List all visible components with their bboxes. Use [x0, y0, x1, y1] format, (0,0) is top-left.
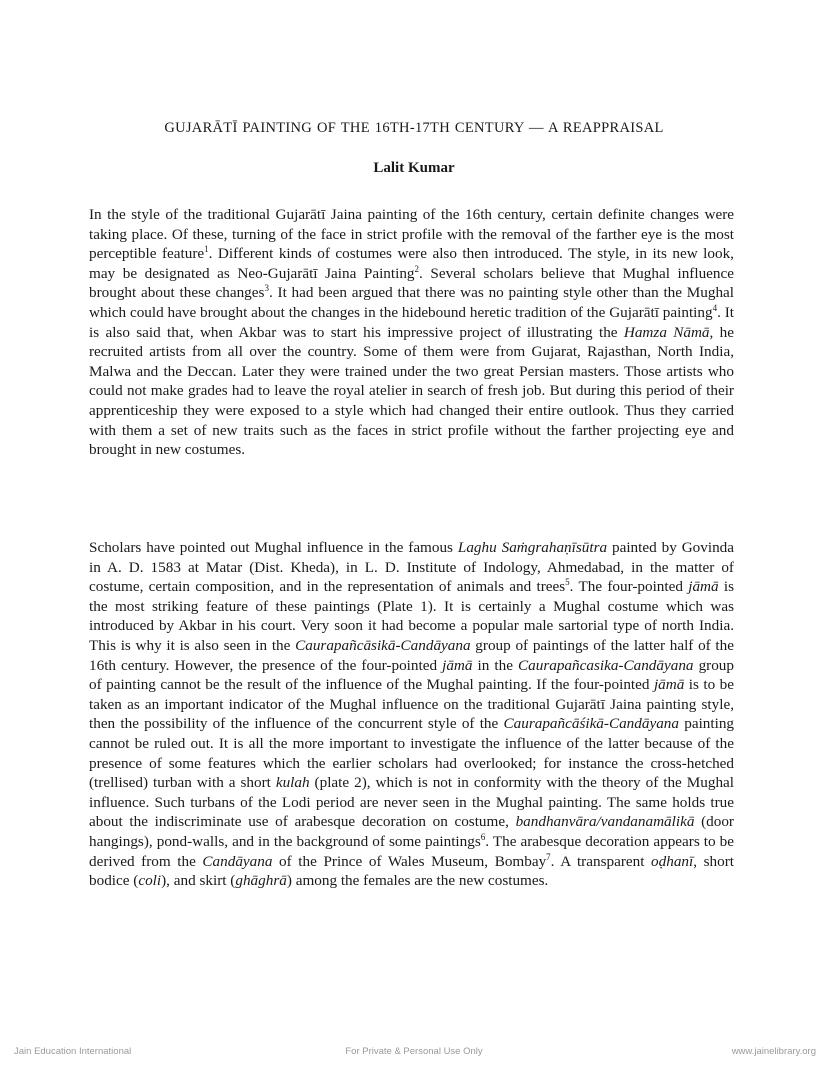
text-run: . Different kinds of costumes were also then introduced. The style, in its new look, may be designated as Neo-Gujarātī Jaina Painting — [89, 245, 734, 282]
author-name: Lalit Kumar — [373, 160, 455, 176]
italic-term: Caurapañcāśikā-Candāyana — [503, 715, 679, 733]
footer-publisher[interactable]: Jain Education International — [14, 1046, 132, 1057]
footnote-ref: 5 — [565, 577, 570, 588]
text-run: , he recruited artists from all over the country. Some of them were from Gujarat, Rajasthan, North India, Malwa and the Deccan. Later they were trained under the two great Persian masters. Those artists who could not make grades had to leave the royal atelier in search of fresh job. But during this period of their apprenticeship they were exposed to a style which had changed their entire outlook. Thus they carried with them a set of new traits such as the faces in strict profile without the farther projecting eye and brought in new costumes. — [89, 323, 734, 459]
text-run: is to be taken as an important indicator of the Mughal influence on the traditional Gujarātī Jaina painting style, then the possibility of the influence of the concurrent style of the — [89, 676, 734, 733]
text-run: Scholars have pointed out Mughal influence in the famous — [89, 539, 458, 556]
italic-term: Caurapañcasika-Candāyana — [518, 656, 694, 674]
text-run: group of paintings of the latter half of the 16th century. However, the presence of the four-pointed — [89, 636, 734, 674]
text-run: . The four-pointed — [569, 578, 689, 596]
italic-term: Caurapañcāsikā-Candāyana — [295, 636, 471, 654]
text-run: , short bodice ( — [89, 852, 735, 890]
text-run: . A transparent — [550, 852, 652, 870]
footer-website-link[interactable]: www.jainelibrary.org — [731, 1046, 816, 1057]
italic-term: Candāyana — [202, 852, 273, 870]
footnote-ref: 6 — [480, 831, 486, 842]
text-run: In the style of the traditional Gujarātī Jaina painting of the 16th century, certain definite changes were taking place. Of these, turning of the face in strict profile with the removal of the farther eye is the most perceptible feature — [89, 206, 734, 263]
text-run: painted by Govinda in A. D. 1583 at Matar (Dist. Kheda), in L. D. Institute of Indology, Ahmedabad, in the matter of costume, certain composition, and in the representation of animals and trees — [89, 539, 734, 596]
italic-term: jāmā — [442, 656, 473, 674]
footnote-ref: 3 — [264, 283, 269, 294]
italic-term: bandhanvāra/vandanamālikā — [515, 813, 695, 831]
text-run: . It is also said that, when Akbar was to start his impressive project of illustrating the — [89, 303, 734, 341]
text-run: ) among the females are the new costumes. — [286, 872, 549, 890]
italic-term: coli — [138, 872, 162, 890]
text-run: (plate 2), which is not in conformity with the theory of the Mughal influence. Such turbans of the Lodi period are never seen in the Mughal painting. The same holds true about the indiscriminate use of arabesque decoration on costume, — [89, 774, 735, 831]
italic-term: jāmā — [688, 578, 719, 596]
text-run: painting cannot be ruled out. It is all the more important to investigate the influence of the latter because of the presence of some features which the earlier scholars had overlooked; for instance the cross-hetched (trellised) turban with a short — [89, 715, 735, 792]
text-run: ), and skirt ( — [161, 872, 236, 890]
italic-term: jāmā — [653, 676, 685, 694]
text-run: in the — [472, 656, 519, 674]
footnote-ref: 1 — [204, 244, 209, 255]
italic-term: ghāghrā — [235, 872, 287, 890]
footnote-ref: 7 — [546, 851, 551, 862]
text-run: group of painting cannot be the result of the influence of the Mughal painting. If the four-pointed — [89, 656, 734, 694]
footnote-ref: 2 — [414, 263, 420, 274]
text-run: is the most striking feature of these paintings (Plate 1). It is certainly a Mughal costume which was introduced by Akbar in his court. Very soon it had become a popular male sartorial type of north India. This is why it is also seen in the — [89, 578, 734, 654]
text-run: (door hangings), pond-walls, and in the background of some paintings — [89, 813, 734, 850]
paragraph-2 — [89, 538, 734, 891]
italic-term: kulah — [275, 774, 310, 792]
text-run: . It had been argued that there was no painting style other than the Mughal which could have brought about the changes in the hidebound heretic tradition of the Gujarātī painting — [89, 284, 735, 321]
paper-title: GUJARĀTĪ PAINTING OF THE 16TH-17TH CENTURY — A REAPPRAISAL — [164, 120, 664, 136]
paragraph-1 — [89, 205, 734, 460]
footnote-ref: 4 — [712, 302, 718, 313]
text-run: of the Prince of Wales Museum, Bombay — [272, 852, 547, 870]
italic-term: Hamza Nāmā — [623, 323, 710, 341]
text-run: . The arabesque decoration appears to be derived from the — [89, 832, 734, 870]
italic-term: Laghu Saṁgrahaṇīsūtra — [457, 539, 608, 556]
footer-usage-note: For Private & Personal Use Only — [345, 1046, 483, 1057]
italic-term: oḍhanī — [651, 852, 694, 870]
text-run: . Several scholars believe that Mughal influence brought about these changes — [89, 264, 734, 302]
